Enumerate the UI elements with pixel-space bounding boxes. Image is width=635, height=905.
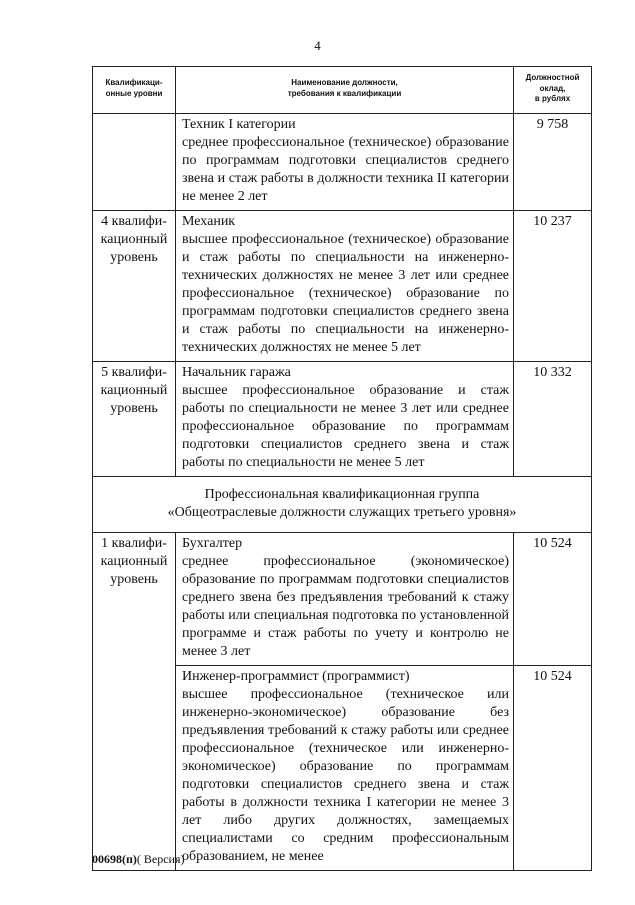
row-description xyxy=(176,210,514,361)
group-heading-row xyxy=(93,476,592,532)
document-code: 00698(п) xyxy=(92,852,137,866)
position-title: Техник I категории xyxy=(182,116,296,132)
row-level: 4 квалифи- кационный уровень xyxy=(93,210,176,361)
table-row xyxy=(93,361,592,476)
position-requirements: среднее профессиональное (экономическое) образование по программам подготовки специалистов среднего звена без предъявления требований к стажу работы или специальная подготовка по установленной программе и стаж работы по учету и контролю не менее 3 лет xyxy=(182,553,509,659)
row-salary: 10 524 xyxy=(514,532,592,665)
position-title: Начальник гаража xyxy=(182,364,291,380)
row-salary: 10 524 xyxy=(514,665,592,870)
position-requirements: среднее профессиональное (техническое) образование по программам подготовки специалистов среднего звена и стаж работы в должности техника II категории не менее 2 лет xyxy=(182,134,509,204)
row-description xyxy=(176,665,514,870)
position-requirements: высшее профессиональное (техническое) образование и стаж работы по специальности на инженерно-технических должностях не менее 3 лет или среднее профессиональное (техническое) образование по программам подготовки специалистов среднего звена и стаж работы по специальности на инженерно-технических должностях не менее 5 лет xyxy=(182,231,509,355)
group-heading xyxy=(93,476,592,532)
row-description xyxy=(176,361,514,476)
position-requirements: высшее профессиональное образование и стаж работы по специальности не менее 3 лет или среднее профессиональное образование по программам подготовки специалистов среднего звена и стаж работы по специальности не менее 5 лет xyxy=(182,382,509,470)
table-row xyxy=(93,532,592,665)
row-level xyxy=(93,113,176,210)
document-version: ( Версия) xyxy=(136,852,185,866)
position-title: Инженер-программист (программист) xyxy=(182,668,410,684)
header-salary: Должностной оклад, в рублях xyxy=(514,67,592,114)
position-requirements: высшее профессиональное (техническое или инженерно-экономическое) образование без предъявления требований к стажу работы или среднее профессиональное (техническое или инженерно-экономическое) образование по программам подготовки специалистов среднего звена и стаж работы в должности техника I категории не менее 3 лет либо других должностях, замещаемых специалистами со средним профессиональным образованием, не менее xyxy=(182,686,509,864)
row-salary: 10 237 xyxy=(514,210,592,361)
header-position: Наименование должности, требования к квалификации xyxy=(176,67,514,114)
row-level: 5 квалифи- кационный уровень xyxy=(93,361,176,476)
table-row xyxy=(93,113,592,210)
salary-table xyxy=(92,66,592,871)
row-salary: 10 332 xyxy=(514,361,592,476)
page-number: 4 xyxy=(314,38,321,53)
table-row xyxy=(93,210,592,361)
row-description xyxy=(176,532,514,665)
header-qualification-level: Квалификаци- онные уровни xyxy=(93,67,176,114)
row-salary: 9 758 xyxy=(514,113,592,210)
table-header-row xyxy=(93,67,592,114)
position-title: Бухгалтер xyxy=(182,535,243,551)
group-heading-line-1: Профессиональная квалификационная группа xyxy=(204,486,480,502)
row-level: 1 квалифи- кационный уровень xyxy=(93,532,176,870)
row-description xyxy=(176,113,514,210)
position-title: Механик xyxy=(182,213,236,229)
group-heading-line-2: «Общеотраслевые должности служащих третьего уровня» xyxy=(167,504,517,520)
document-footer xyxy=(92,852,185,867)
